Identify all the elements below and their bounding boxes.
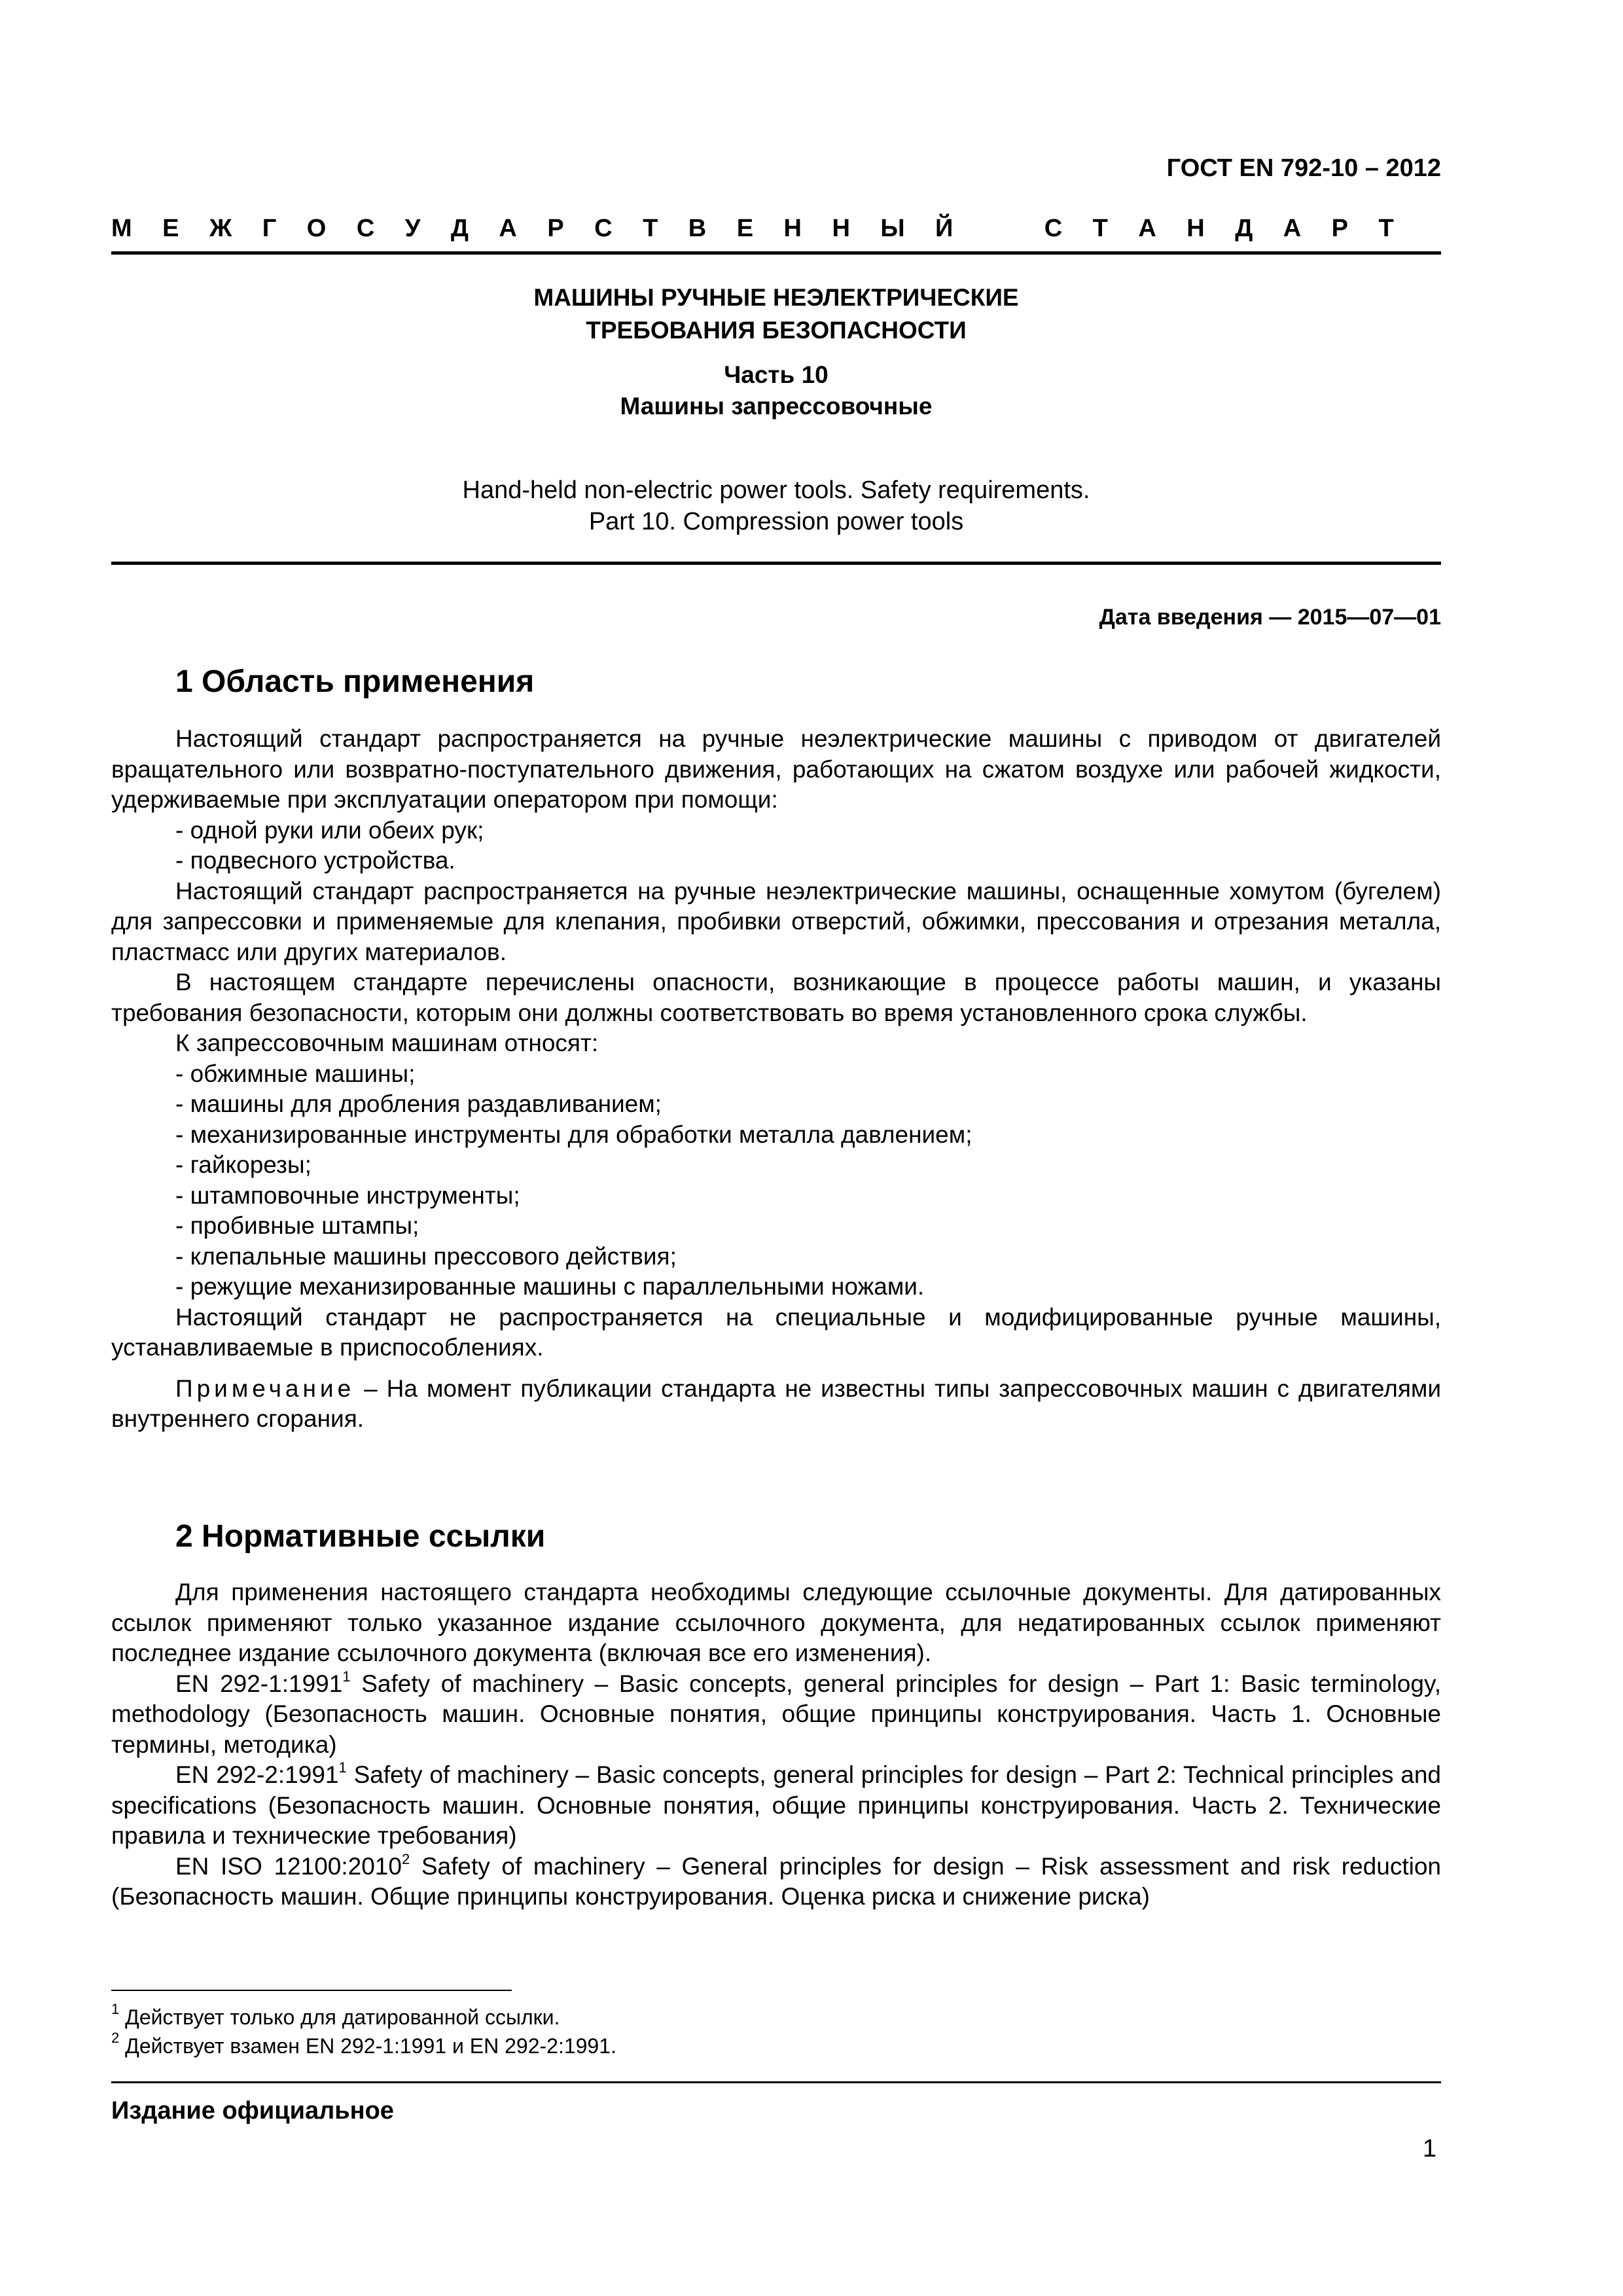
list-item: - клепальные машины прессового действия; xyxy=(175,1242,677,1270)
footnote-mark: 1 xyxy=(111,2001,120,2017)
list-item: - механизированные инструменты для обработки металла давлением; xyxy=(175,1121,972,1148)
list-item: - штамповочные инструменты; xyxy=(175,1181,520,1209)
list-item: - гайкорезы; xyxy=(175,1151,312,1178)
reference-item xyxy=(111,1669,1441,1761)
banner-letter: Т xyxy=(1092,215,1108,242)
reference-text: Safety of machinery – Basic concepts, general principles for design – Part 2: Technical principles and specifications (Безопасность машин. Основные понятия, общие принципы конструирования. Часть 2. Технические правила и технические требования) xyxy=(111,1761,1441,1849)
banner-letter: В xyxy=(688,215,707,242)
footnote-marker: 1 xyxy=(338,1759,347,1776)
standard-banner xyxy=(111,215,1394,243)
section1-body xyxy=(111,724,1441,1435)
footnote-mark: 2 xyxy=(111,2030,120,2046)
banner-letter: Р xyxy=(547,215,564,242)
footnote-text: Действует только для датированной ссылки. xyxy=(119,2005,560,2029)
list-item: - машины для дробления раздавливанием; xyxy=(175,1090,662,1117)
list-item: - режущие механизированные машины с параллельными ножами. xyxy=(175,1273,925,1300)
banner-letter: М xyxy=(111,215,132,242)
banner-letter: С xyxy=(356,215,375,242)
title-en-line2: Part 10. Compression power tools xyxy=(588,508,964,535)
banner-letter: Т xyxy=(643,215,658,242)
banner-letter: Н xyxy=(1186,215,1205,242)
reference-code: EN 292-1:1991 xyxy=(175,1670,343,1697)
standard-code: ГОСТ EN 792-10 – 2012 xyxy=(1166,154,1441,182)
banner-letter: Ы xyxy=(880,215,905,242)
title-rule xyxy=(111,562,1441,565)
note-label: Примечание xyxy=(175,1374,355,1402)
banner-letter: А xyxy=(1283,215,1302,242)
banner-letter: Е xyxy=(736,215,754,242)
list-item: - пробивные штампы; xyxy=(175,1212,419,1239)
reference-text: Safety of machinery – General principles for design – Risk assessment and risk reduction (Безопасность машин. Общие принципы конструирования. Оценка риска и снижение риска) xyxy=(111,1852,1441,1910)
banner-letter: А xyxy=(499,215,517,242)
reference-code: EN ISO 12100:2010 xyxy=(175,1852,402,1880)
footnote xyxy=(111,2003,616,2032)
banner-letter: Д xyxy=(450,215,469,242)
title-line2: ТРЕБОВАНИЯ БЕЗОПАСНОСТИ xyxy=(586,317,967,344)
edition-label: Издание официальное xyxy=(111,2097,394,2125)
footnote xyxy=(111,2032,616,2060)
section1-paragraph: Настоящий стандарт распространяется на ручные неэлектрические машины, оснащенные хомутом (бугелем) для запрессовки и применяемые для клепания, пробивки отверстий, обжимки, прессования и отрезания металла, пластмасс или других материалов. xyxy=(111,877,1441,965)
title-part: Часть 10 xyxy=(724,361,829,388)
title-line1: МАШИНЫ РУЧНЫЕ НЕЭЛЕКТРИЧЕСКИЕ xyxy=(533,284,1019,311)
banner-letter: С xyxy=(1044,215,1063,242)
banner-letter: Д xyxy=(1235,215,1253,242)
banner-letter: А xyxy=(1138,215,1156,242)
section2-paragraph: Для применения настоящего стандарта необходимы следующие ссылочные документы. Для датированных ссылок применяют только указанное издание ссылочного документа, для недатированных ссылок применяют последнее издание ссылочного документа (включая все его изменения). xyxy=(111,1579,1441,1666)
banner-letter: Р xyxy=(1331,215,1349,242)
note xyxy=(111,1374,1441,1435)
reference-text: Safety of machinery – Basic concepts, general principles for design – Part 1: Basic terminology, methodology (Безопасность машин. Основные понятия, общие принципы конструирования. Часть 1. Основные термины, методика) xyxy=(111,1670,1441,1758)
section2-body xyxy=(111,1577,1441,1912)
banner-letter: У xyxy=(404,215,421,242)
banner-letter: С xyxy=(594,215,613,242)
footnote-marker: 1 xyxy=(342,1668,351,1685)
footnote-text: Действует взамен EN 292-1:1991 и EN 292-2:1991. xyxy=(119,2034,616,2058)
banner-letter: Н xyxy=(832,215,850,242)
list-item: - обжимные машины; xyxy=(175,1060,416,1087)
section1-paragraph: Настоящий стандарт не распространяется на специальные и модифицированные ручные машины, устанавливаемые в приспособлениях. xyxy=(111,1303,1441,1361)
footnotes xyxy=(111,2003,616,2060)
footnote-marker: 2 xyxy=(401,1850,410,1867)
banner-letter: Н xyxy=(783,215,802,242)
reference-item xyxy=(111,1852,1441,1912)
section2-heading: 2 Нормативные ссылки xyxy=(175,1519,546,1554)
note-text: – На момент публикации стандарта не известны типы запрессовочных машин с двигателями внутреннего сгорания. xyxy=(111,1374,1441,1432)
section1-paragraph: К запрессовочным машинам относят: xyxy=(175,1030,599,1056)
banner-letter: Е xyxy=(162,215,179,242)
list-item: - подвесного устройства. xyxy=(175,847,455,874)
reference-code: EN 292-2:1991 xyxy=(175,1761,339,1788)
banner-letter: Г xyxy=(262,215,277,242)
footer-rule xyxy=(111,2081,1441,2083)
banner-letter: Т xyxy=(1378,215,1394,242)
header-rule xyxy=(111,251,1441,255)
footnote-rule xyxy=(111,1990,512,1991)
banner-letter: Й xyxy=(935,215,954,242)
banner-letter: Ж xyxy=(209,215,232,242)
reference-item xyxy=(111,1760,1441,1852)
section1-paragraph: В настоящем стандарте перечислены опасности, возникающие в процессе работы машин, и указаны требования безопасности, которым они должны соответствовать во время установленного срока службы. xyxy=(111,969,1441,1026)
introduction-date: Дата введения — 2015—07—01 xyxy=(1099,605,1441,630)
title-part-name: Машины запрессовочные xyxy=(620,393,933,420)
section1-heading: 1 Область применения xyxy=(175,664,535,699)
banner-letter: О xyxy=(306,215,327,242)
page-number: 1 xyxy=(1422,2135,1436,2162)
title-en-line1: Hand-held non-electric power tools. Safety requirements. xyxy=(462,476,1090,504)
section1-paragraph: Настоящий стандарт распространяется на ручные неэлектрические машины с приводом от двигателей вращательного или возвратно-поступательного движения, работающих на сжатом воздухе или рабочей жидкости, удерживаемые при эксплуатации оператором при помощи: xyxy=(111,725,1441,813)
list-item: - одной руки или обеих рук; xyxy=(175,816,484,844)
